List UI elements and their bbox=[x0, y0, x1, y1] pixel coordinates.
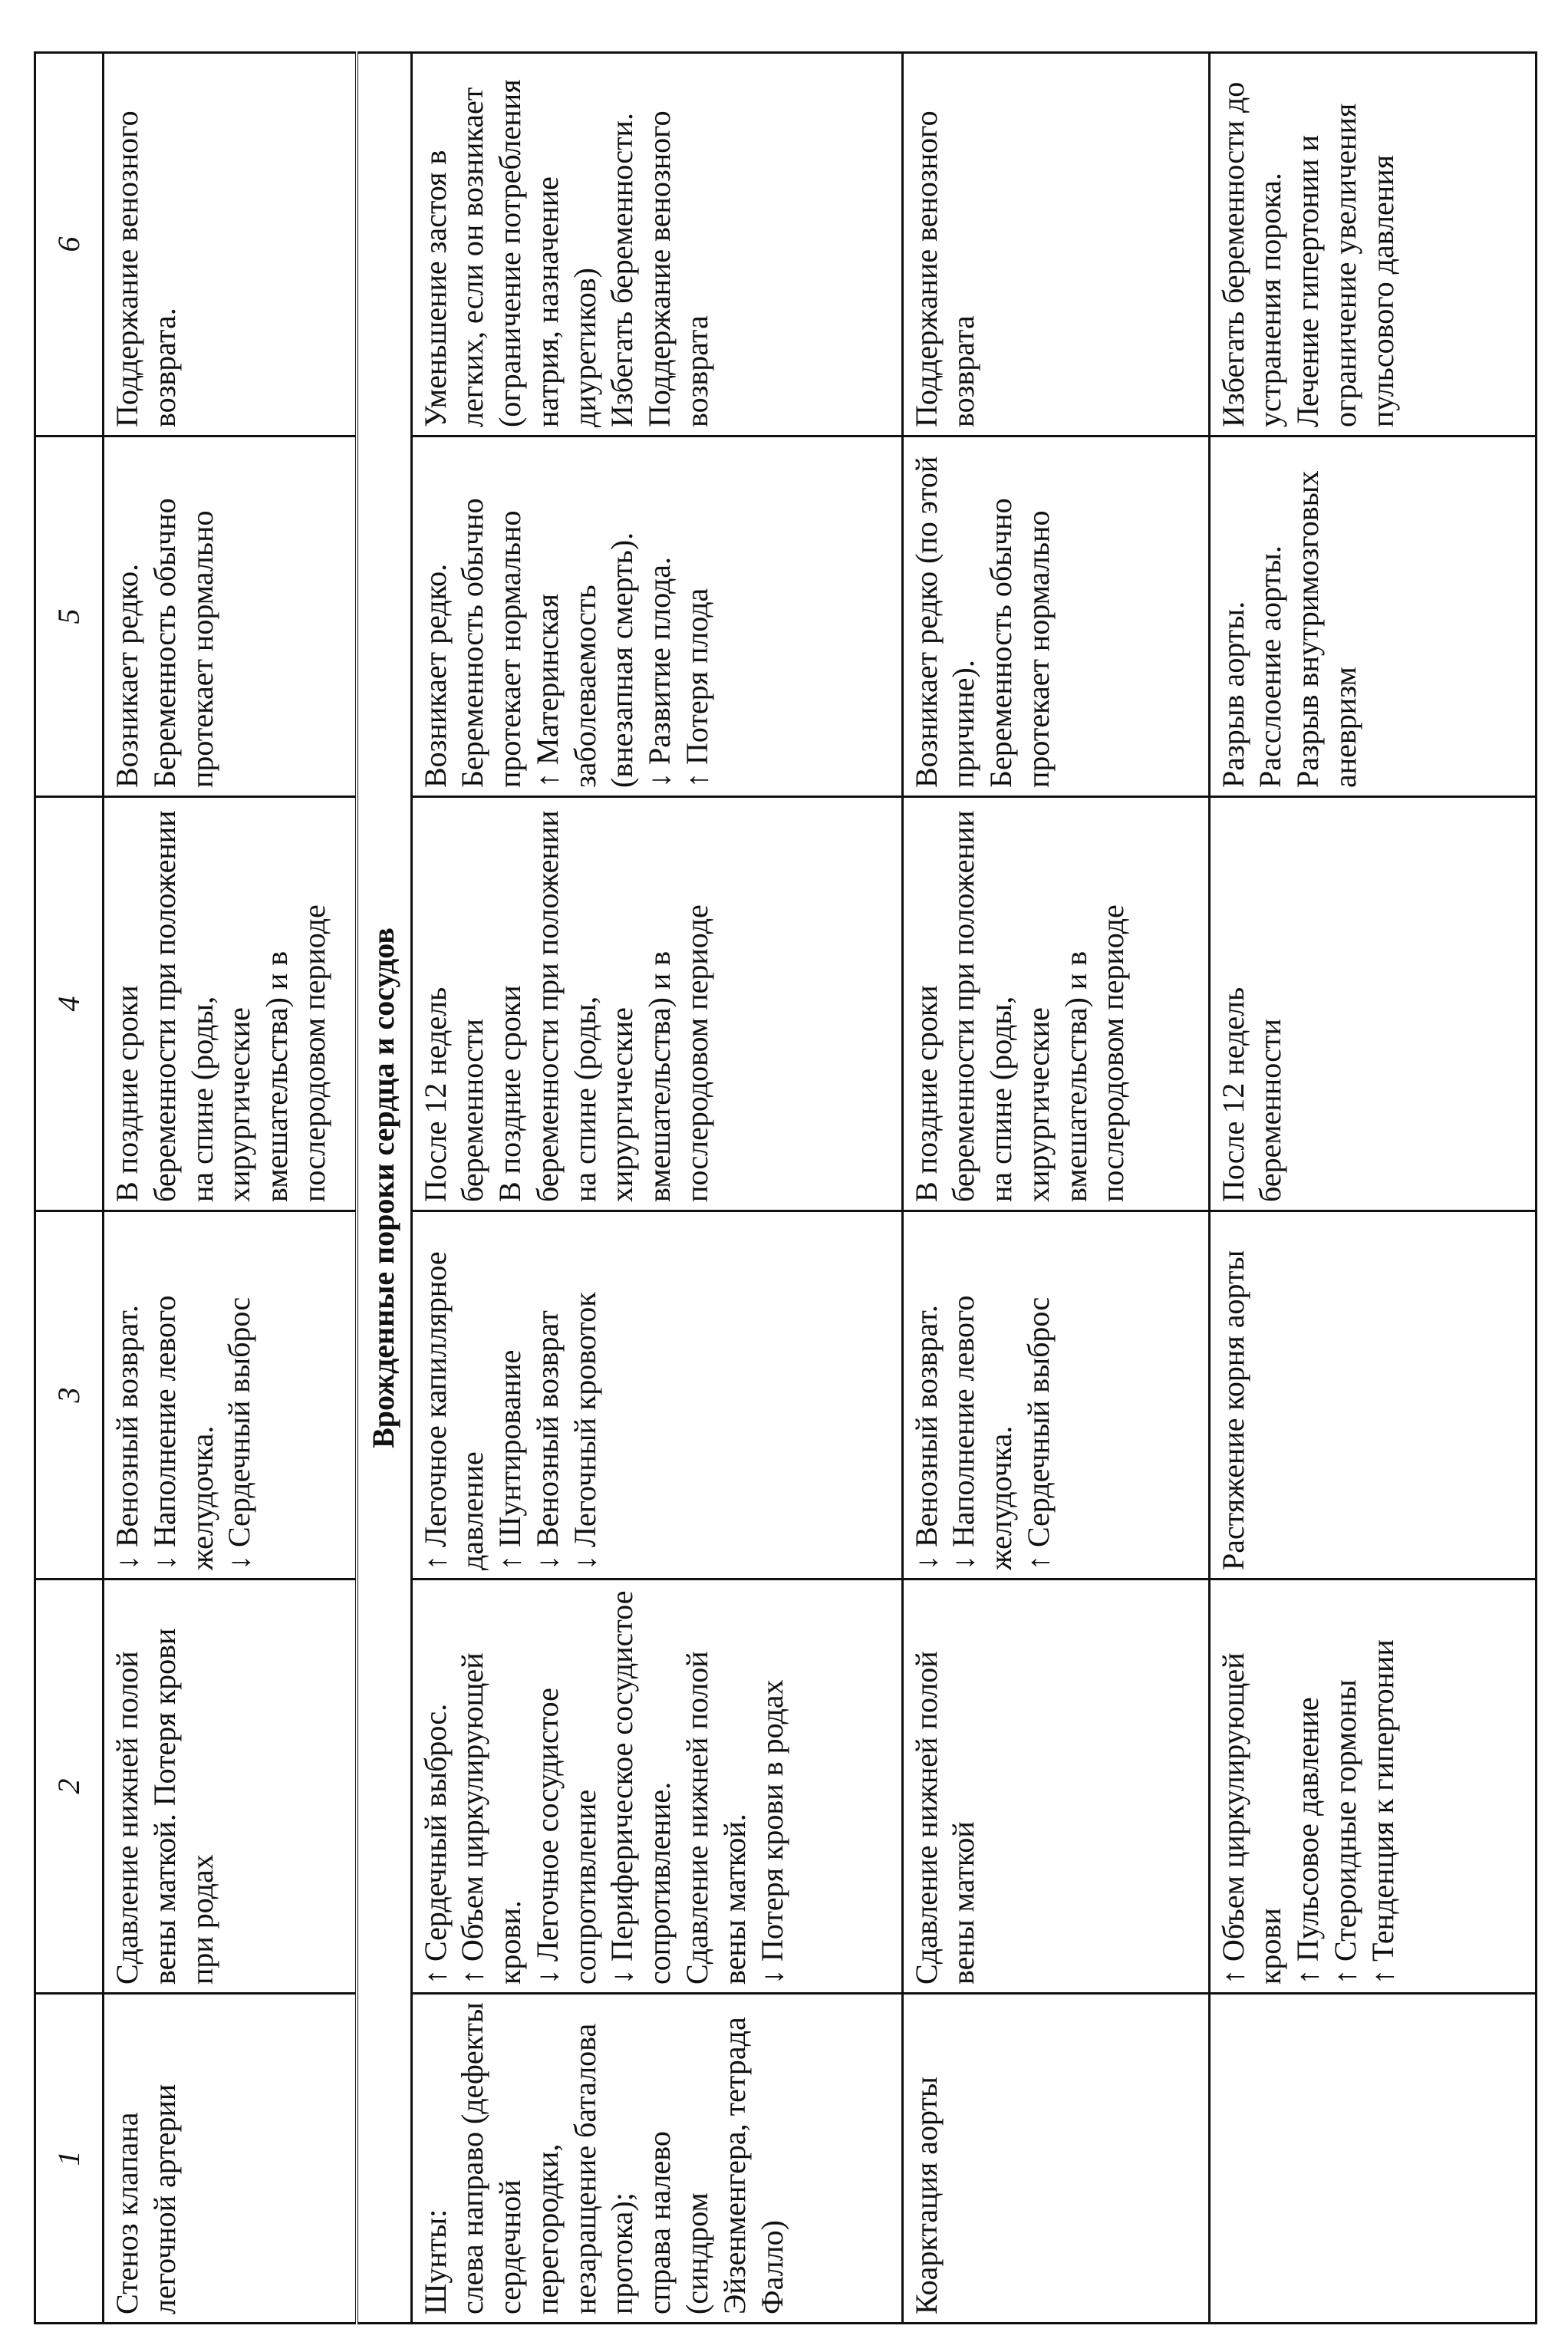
table-cell bbox=[902, 1211, 1209, 1580]
cell-line: Возникает редко. Беременность обычно протекает нормально bbox=[417, 498, 528, 788]
table-cell bbox=[411, 1994, 902, 2324]
column-header-1: 1 bbox=[35, 1994, 104, 2324]
column-header-6: 6 bbox=[35, 53, 104, 436]
cell-line: ↓ Венозный возврат bbox=[529, 1310, 565, 1570]
column-header-2: 2 bbox=[35, 1580, 104, 1994]
cell-line: ↑ Стероидные гормоны bbox=[1327, 1679, 1362, 1985]
column-header-3: 3 bbox=[35, 1211, 104, 1580]
table-cell bbox=[902, 53, 1209, 436]
cell-line: Избегать беременности. bbox=[604, 113, 640, 427]
table-cell bbox=[104, 1211, 357, 1580]
cell-line: ↓ Венозный возврат. bbox=[110, 1305, 144, 1570]
cell-line: Шунты: bbox=[417, 2209, 453, 2314]
cell-line: Растяжение корня аорты bbox=[1215, 1250, 1250, 1570]
table-cell bbox=[1209, 436, 1537, 797]
table-cell bbox=[1209, 1994, 1537, 2324]
cell-line: ↓ Периферическое сосудистое сопротивление. bbox=[604, 1590, 677, 1985]
table-cell bbox=[902, 797, 1209, 1211]
section-row bbox=[357, 53, 412, 2324]
heart-defects-table bbox=[34, 51, 1537, 2324]
cell-line: Коарктация аорты bbox=[908, 2077, 944, 2314]
column-header-5: 5 bbox=[35, 436, 104, 797]
table-cell bbox=[104, 797, 357, 1211]
section-title: Врожденные пороки сердца и сосудов bbox=[357, 53, 412, 2324]
cell-line: ↓ Потеря крови в родах bbox=[754, 1679, 789, 1985]
table-cell bbox=[1209, 1580, 1537, 1994]
cell-line: ↓ Наполнение левого желудочка. bbox=[946, 1295, 1019, 1570]
cell-line: Стеноз клапана легочной артерии bbox=[110, 2084, 182, 2314]
table-cell bbox=[104, 1994, 357, 2324]
cell-line: Избегать беременности до устранения порока. Лечение гипертонии и ограничение увеличения пульсового давления bbox=[1215, 81, 1400, 427]
cell-line: ↑ Объем циркулирующей крови bbox=[1215, 1652, 1288, 1985]
cell-line: ↑ Легочное капиллярное давление bbox=[417, 1251, 490, 1570]
cell-line: ↓ Легочный кровоток bbox=[567, 1292, 602, 1570]
cell-line: После 12 недель беременности bbox=[417, 987, 490, 1202]
cell-line: ↓ Легочное сосудистое сопротивление bbox=[529, 1688, 602, 1985]
cell-line: В поздние сроки беременности при положении на спине (роды, хирургические вмешательства) и в послеродовом периоде bbox=[110, 810, 331, 1202]
cell-line: Беременность обычно протекает нормально bbox=[983, 498, 1056, 788]
cell-line: слева направо (дефекты сердечной перегородки, незаращение баталова протока); bbox=[455, 2002, 640, 2314]
table-cell bbox=[1209, 1211, 1537, 1580]
cell-line: ↑ Сердечный выброс bbox=[1020, 1296, 1056, 1570]
cell-line: ↑ Потеря плода bbox=[680, 588, 715, 788]
cell-line: ↓ Венозный возврат. bbox=[908, 1305, 944, 1570]
cell-line: Поддержание венозного возврата bbox=[642, 110, 715, 427]
cell-line: Сдавление нижней полой вены маткой. bbox=[680, 1651, 752, 1985]
table-cell bbox=[411, 1211, 902, 1580]
cell-line: После 12 недель беременности bbox=[1215, 987, 1288, 1202]
table-cell bbox=[411, 1580, 902, 1994]
header-row bbox=[35, 53, 104, 2324]
cell-line: Возникает редко (по этой причине). bbox=[908, 456, 981, 788]
cell-line: ↓ Сердечный выброс bbox=[222, 1296, 257, 1570]
table-cell bbox=[411, 797, 902, 1211]
table-cell bbox=[902, 1994, 1209, 2324]
cell-line: Расслоение аорты. bbox=[1253, 545, 1288, 788]
table-cell bbox=[411, 53, 902, 436]
cell-line: Сдавление нижней полой вены маткой bbox=[908, 1651, 981, 1985]
cell-line: Разрыв аорты. bbox=[1215, 601, 1250, 788]
column-header-4: 4 bbox=[35, 797, 104, 1211]
table-cell bbox=[411, 436, 902, 797]
cell-line: ↑ Тенденция к гипертонии bbox=[1365, 1639, 1400, 1985]
cell-line: ↓ Наполнение левого желудочка. bbox=[147, 1295, 219, 1570]
cell-line: Разрыв внутримозговых аневризм bbox=[1290, 470, 1362, 788]
cell-line: справа налево (синдром Эйзенменгера, тетрада Фалло) bbox=[642, 2017, 789, 2314]
cell-line: ↑ Объем циркулирующей крови. bbox=[455, 1652, 528, 1985]
table-cell bbox=[104, 1580, 357, 1994]
cell-line: В поздние сроки беременности при положении на спине (роды, хирургические вмешательства) и в послеродовом периоде bbox=[908, 810, 1131, 1202]
cell-line: ↓ Развитие плода. bbox=[642, 556, 677, 788]
cell-line: Поддержание венозного возврата bbox=[908, 110, 981, 427]
cell-line: Уменьшение застоя в легких, если он возникает (ограничение потребления натрия, назначение диуретиков) bbox=[417, 79, 602, 427]
rotated-page bbox=[34, 54, 1537, 2324]
cell-line: Сдавление нижней полой вены маткой. Потеря крови при родах bbox=[110, 1628, 219, 1985]
cell-line: Поддержание венозного возврата. bbox=[110, 110, 182, 427]
cell-line: Возникает редко. Беременность обычно протекает нормально bbox=[110, 498, 219, 788]
cell-line: ↑ Сердечный выброс. bbox=[417, 1703, 453, 1985]
table-row bbox=[902, 53, 1209, 2324]
table-cell bbox=[1209, 797, 1537, 1211]
table-cell bbox=[1209, 53, 1537, 436]
cell-line: ↑ Материнская заболеваемость (внезапная смерть). bbox=[529, 532, 640, 788]
cell-line: ↑ Пульсовое давление bbox=[1290, 1697, 1326, 1985]
table-row bbox=[411, 53, 902, 2324]
table-cell bbox=[104, 53, 357, 436]
table-cell bbox=[902, 436, 1209, 797]
table-cell bbox=[902, 1580, 1209, 1994]
cell-line: ↑ Шунтирование bbox=[492, 1349, 528, 1570]
table-row bbox=[1209, 53, 1537, 2324]
cell-line: В поздние сроки беременности при положении на спине (роды, хирургические вмешательства) и в послеродовом периоде bbox=[492, 810, 715, 1202]
table-row bbox=[104, 53, 357, 2324]
table-cell bbox=[104, 436, 357, 797]
